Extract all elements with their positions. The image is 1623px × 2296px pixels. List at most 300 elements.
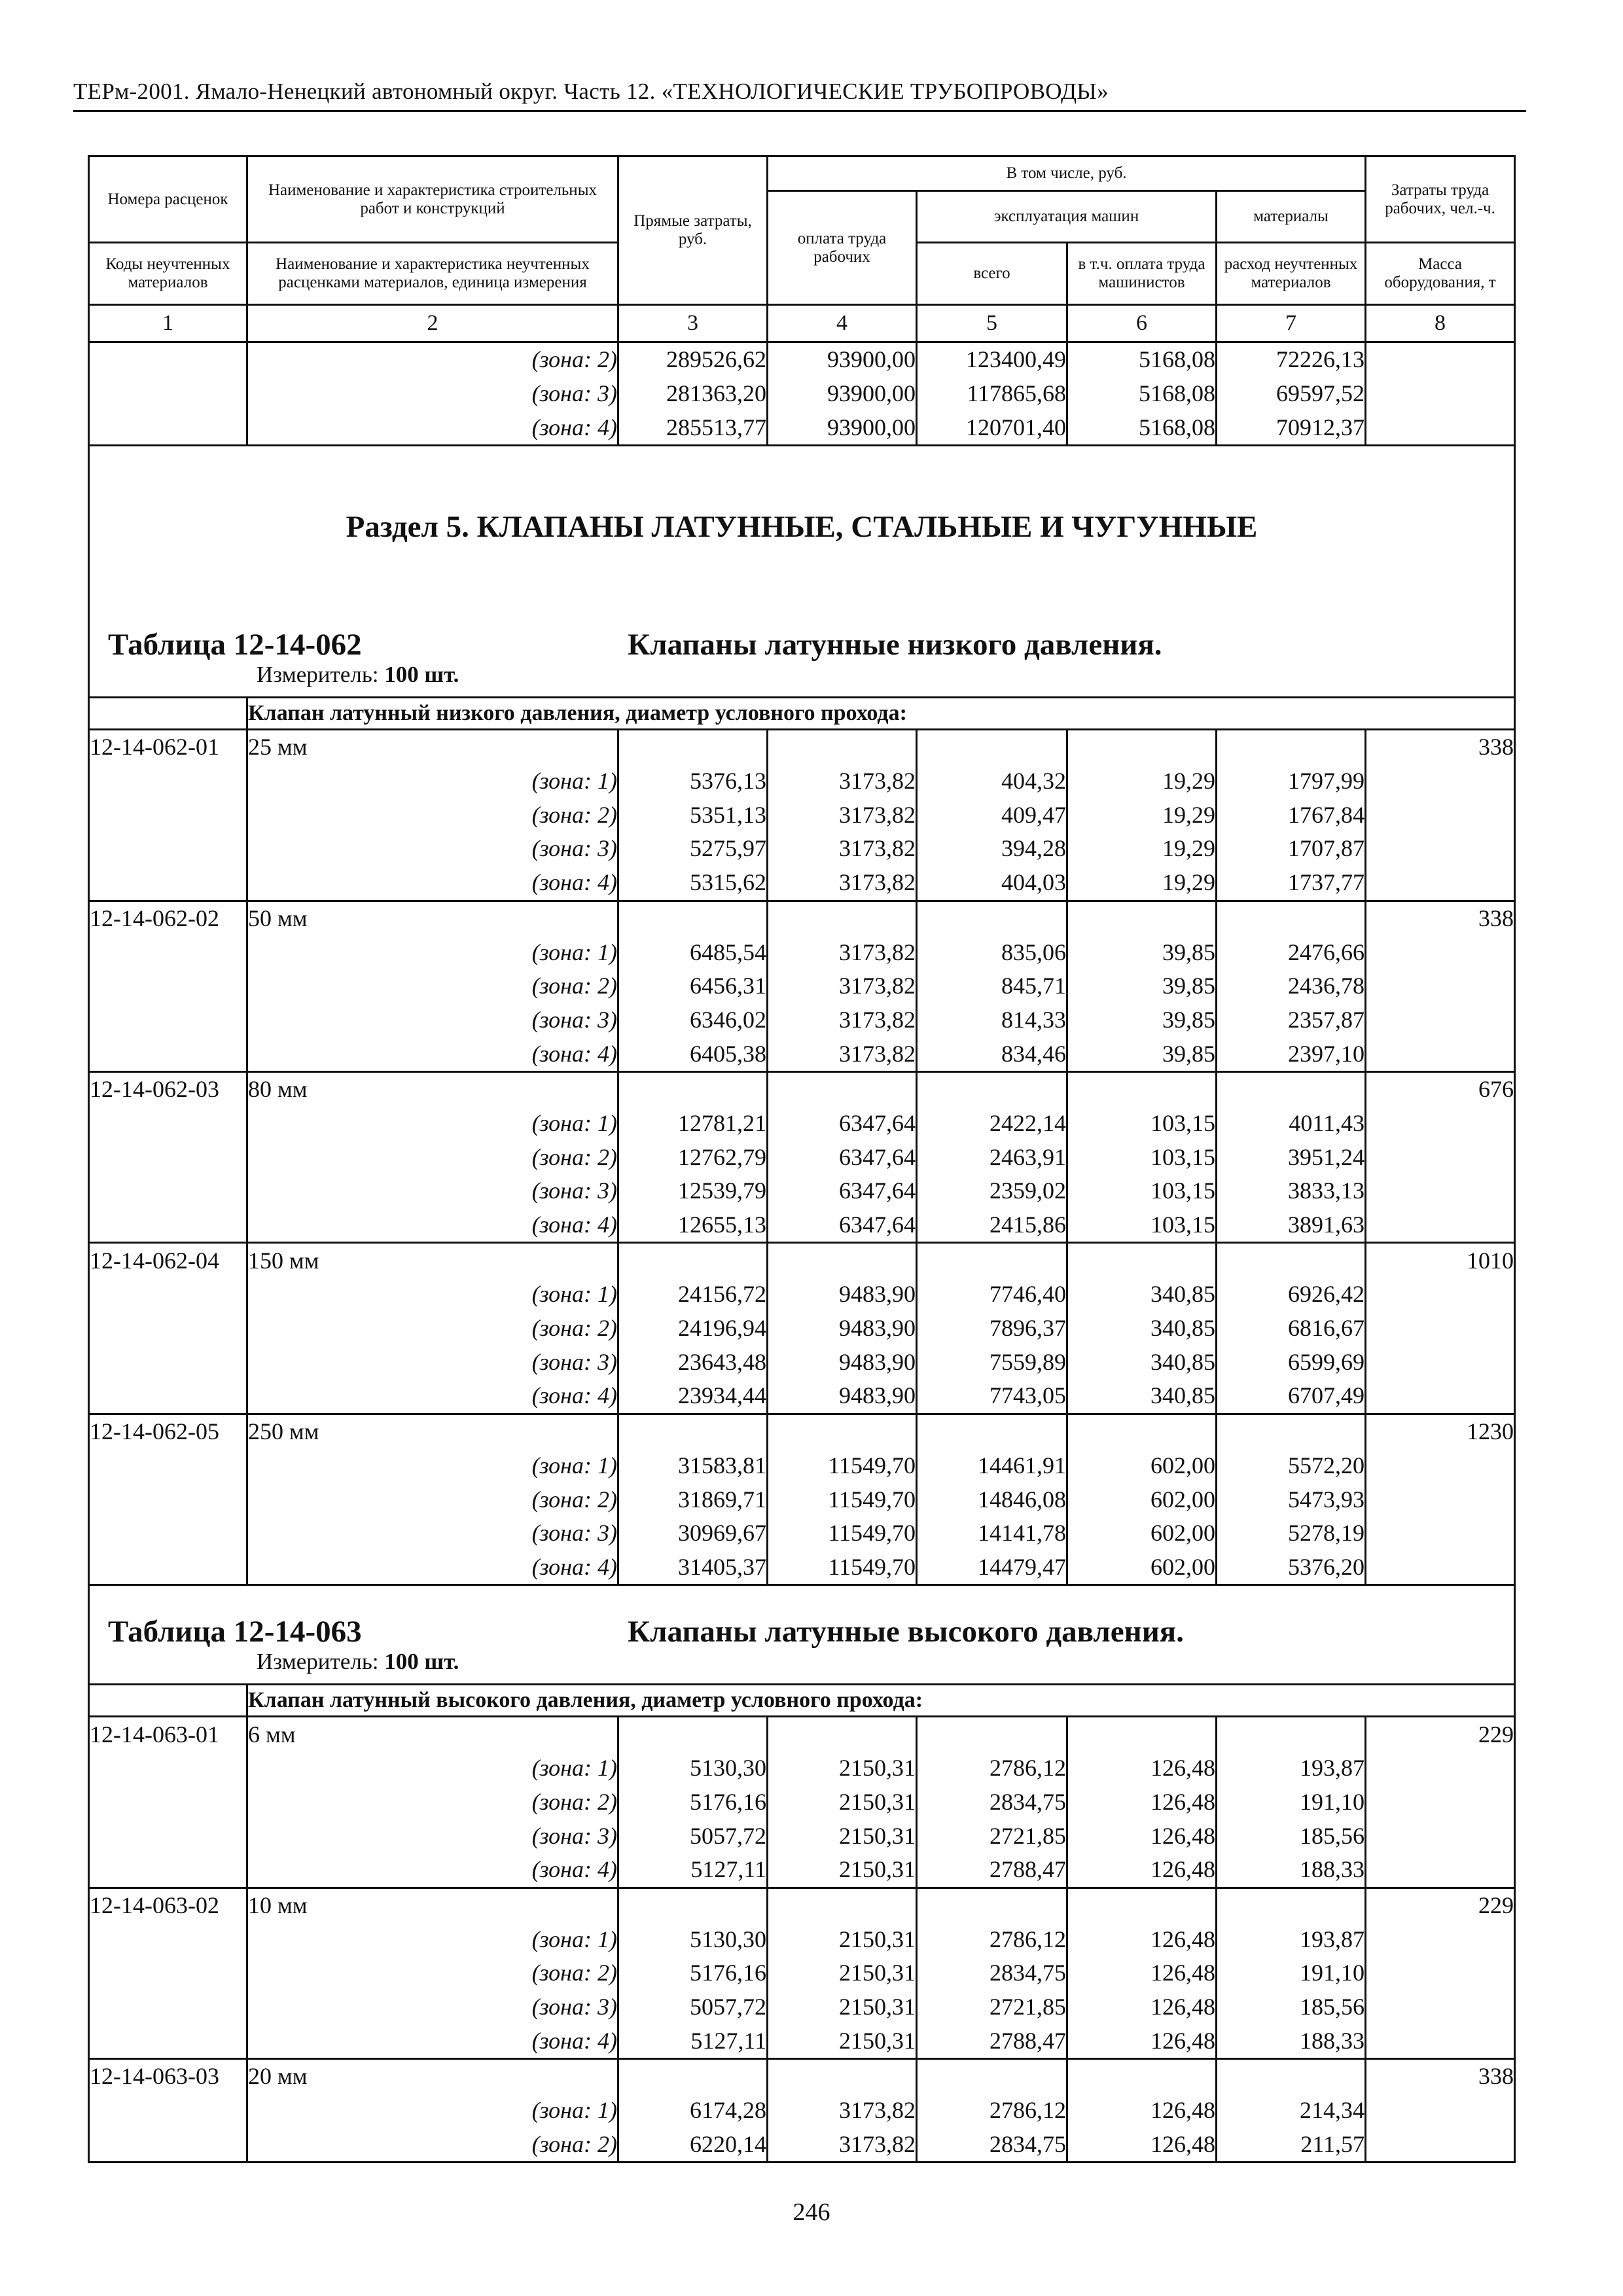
- zone-label: (зона: 1): [247, 935, 618, 969]
- empty-cell: [768, 901, 917, 935]
- direct-costs-value: 289526,62: [618, 342, 768, 377]
- zone-row: [89, 1751, 1515, 1785]
- machinist-pay-value: 602,00: [1067, 1516, 1217, 1551]
- table-title-block: [89, 1585, 1515, 1685]
- labor-hours-cell: [1366, 1956, 1515, 1990]
- rates-table: [88, 155, 1516, 2163]
- rate-code: 12-14-062-03: [89, 1071, 247, 1106]
- direct-costs-value: 23934,44: [618, 1379, 768, 1414]
- empty-cell: [768, 1071, 917, 1106]
- machinist-pay-value: 103,15: [1067, 1107, 1217, 1141]
- machinist-pay-value: 340,85: [1067, 1278, 1217, 1312]
- labor-hours-cell: [1366, 1853, 1515, 1888]
- rate-code-cell: [89, 2094, 247, 2128]
- materials-value: 211,57: [1217, 2128, 1366, 2162]
- machinist-pay-value: 5168,08: [1067, 410, 1217, 445]
- empty-cell: [768, 1243, 917, 1278]
- labor-hours-value: 1230: [1366, 1414, 1515, 1448]
- rate-code: 12-14-063-01: [89, 1717, 247, 1751]
- empty-cell: [618, 1071, 768, 1106]
- machine-operation-value: 7896,37: [917, 1312, 1067, 1346]
- rate-code-cell: [89, 377, 247, 411]
- zone-row: [89, 832, 1515, 866]
- materials-value: 5376,20: [1217, 1551, 1366, 1585]
- zone-label: (зона: 3): [247, 1345, 618, 1379]
- materials-value: 191,10: [1217, 1785, 1366, 1820]
- rate-diameter: 50 мм: [247, 901, 618, 935]
- machine-operation-value: 120701,40: [917, 410, 1067, 445]
- zone-label: (зона: 4): [247, 1379, 618, 1414]
- empty-cell: [1067, 1071, 1217, 1106]
- direct-costs-value: 6405,38: [618, 1037, 768, 1071]
- zone-row: [89, 969, 1515, 1003]
- zone-row: [89, 764, 1515, 798]
- machine-operation-value: 2415,86: [917, 1208, 1067, 1243]
- materials-value: 185,56: [1217, 1990, 1366, 2024]
- rate-code-cell: [89, 1751, 247, 1785]
- labor-hours-cell: [1366, 1482, 1515, 1516]
- zone-label: (зона: 4): [247, 410, 618, 445]
- empty-cell: [1067, 2059, 1217, 2094]
- labor-hours-cell: [1366, 342, 1515, 377]
- labor-hours-cell: [1366, 935, 1515, 969]
- zone-row: [89, 1819, 1515, 1853]
- labor-hours-cell: [1366, 1278, 1515, 1312]
- machine-operation-value: 2721,85: [917, 1819, 1067, 1853]
- materials-value: 5278,19: [1217, 1516, 1366, 1551]
- labor-pay-value: 3173,82: [768, 1003, 917, 1037]
- rate-diameter: 20 мм: [247, 2059, 618, 2094]
- table-title: Клапаны латунные низкого давления.: [628, 628, 1162, 662]
- column-number: 7: [1217, 305, 1366, 342]
- materials-value: 6816,67: [1217, 1312, 1366, 1346]
- machine-operation-value: 845,71: [917, 969, 1067, 1003]
- zone-row: [89, 1037, 1515, 1071]
- rate-code: 12-14-062-01: [89, 730, 247, 764]
- direct-costs-value: 5057,72: [618, 1819, 768, 1853]
- direct-costs-value: 31405,37: [618, 1551, 768, 1585]
- labor-pay-value: 9483,90: [768, 1278, 917, 1312]
- measure-unit: [257, 660, 459, 689]
- header-work-name: Наименование и характеристика строительных работ и конструкций: [247, 156, 618, 243]
- zone-row: [89, 1551, 1515, 1585]
- labor-pay-value: 93900,00: [768, 377, 917, 411]
- labor-hours-value: 338: [1366, 901, 1515, 935]
- subheader-code-cell: [89, 1685, 247, 1717]
- zone-row: [89, 1785, 1515, 1820]
- materials-value: 6599,69: [1217, 1345, 1366, 1379]
- direct-costs-value: 6456,31: [618, 969, 768, 1003]
- empty-cell: [917, 1717, 1067, 1751]
- materials-value: 185,56: [1217, 1819, 1366, 1853]
- rate-code-cell: [89, 1449, 247, 1483]
- rate-code-cell: [89, 410, 247, 445]
- labor-pay-value: 11549,70: [768, 1482, 917, 1516]
- materials-value: 5572,20: [1217, 1449, 1366, 1483]
- empty-cell: [917, 2059, 1067, 2094]
- zone-row: [89, 342, 1515, 377]
- materials-value: 1797,99: [1217, 764, 1366, 798]
- zone-row: [89, 1853, 1515, 1888]
- machine-operation-value: 117865,68: [917, 377, 1067, 411]
- direct-costs-value: 5376,13: [618, 764, 768, 798]
- rate-code: 12-14-063-02: [89, 1888, 247, 1922]
- direct-costs-value: 5057,72: [618, 1990, 768, 2024]
- empty-cell: [618, 1414, 768, 1448]
- rate-code-cell: [89, 935, 247, 969]
- rate-code: 12-14-063-03: [89, 2059, 247, 2094]
- empty-cell: [1217, 1888, 1366, 1922]
- zone-label: (зона: 3): [247, 377, 618, 411]
- empty-cell: [768, 730, 917, 764]
- machine-operation-value: 7559,89: [917, 1345, 1067, 1379]
- direct-costs-value: 24156,72: [618, 1278, 768, 1312]
- rate-code-cell: [89, 832, 247, 866]
- empty-cell: [917, 901, 1067, 935]
- direct-costs-value: 30969,67: [618, 1516, 768, 1551]
- empty-cell: [1217, 1243, 1366, 1278]
- header-machines-total: всего: [917, 243, 1067, 305]
- machine-operation-value: 835,06: [917, 935, 1067, 969]
- rate-code-cell: [89, 798, 247, 832]
- machinist-pay-value: 103,15: [1067, 1208, 1217, 1243]
- zone-row: [89, 1107, 1515, 1141]
- rate-code-cell: [89, 866, 247, 901]
- labor-hours-cell: [1366, 1107, 1515, 1141]
- rate-code-cell: [89, 1208, 247, 1243]
- zone-row: [89, 2128, 1515, 2162]
- materials-value: 4011,43: [1217, 1107, 1366, 1141]
- zone-row: [89, 798, 1515, 832]
- direct-costs-value: 281363,20: [618, 377, 768, 411]
- labor-pay-value: 3173,82: [768, 764, 917, 798]
- machinist-pay-value: 19,29: [1067, 764, 1217, 798]
- materials-value: 72226,13: [1217, 342, 1366, 377]
- machinist-pay-value: 602,00: [1067, 1482, 1217, 1516]
- labor-pay-value: 6347,64: [768, 1140, 917, 1174]
- direct-costs-value: 285513,77: [618, 410, 768, 445]
- zone-row: [89, 1379, 1515, 1414]
- column-number: 3: [618, 305, 768, 342]
- rate-code: 12-14-062-04: [89, 1243, 247, 1278]
- rate-row: [89, 1888, 1515, 1922]
- machine-operation-value: 14479,47: [917, 1551, 1067, 1585]
- machine-operation-value: 834,46: [917, 1037, 1067, 1071]
- rate-diameter: 25 мм: [247, 730, 618, 764]
- empty-cell: [1217, 730, 1366, 764]
- machine-operation-value: 814,33: [917, 1003, 1067, 1037]
- table-title-block: [89, 446, 1515, 698]
- measure-label: Измеритель:: [257, 662, 379, 688]
- subheader-code-cell: [89, 698, 247, 730]
- labor-pay-value: 6347,64: [768, 1174, 917, 1208]
- direct-costs-value: 5176,16: [618, 1785, 768, 1820]
- labor-pay-value: 2150,31: [768, 1922, 917, 1956]
- empty-cell: [1217, 1071, 1366, 1106]
- rate-diameter: 150 мм: [247, 1243, 618, 1278]
- zone-label: (зона: 3): [247, 1990, 618, 2024]
- labor-hours-cell: [1366, 1345, 1515, 1379]
- labor-hours-value: 1010: [1366, 1243, 1515, 1278]
- direct-costs-value: 5176,16: [618, 1956, 768, 1990]
- empty-cell: [618, 1888, 768, 1922]
- labor-pay-value: 9483,90: [768, 1345, 917, 1379]
- header-unaccounted-codes: Коды неучтенных материалов: [89, 243, 247, 305]
- zone-label: (зона: 2): [247, 342, 618, 377]
- direct-costs-value: 31583,81: [618, 1449, 768, 1483]
- rate-code-cell: [89, 342, 247, 377]
- zone-row: [89, 1140, 1515, 1174]
- zone-label: (зона: 3): [247, 1003, 618, 1037]
- page-number: 246: [793, 2198, 830, 2226]
- zone-label: (зона: 4): [247, 1037, 618, 1071]
- header-machinist-pay: в т.ч. оплата труда машинистов: [1067, 243, 1217, 305]
- labor-pay-value: 3173,82: [768, 1037, 917, 1071]
- zone-label: (зона: 3): [247, 1516, 618, 1551]
- rate-code-cell: [89, 764, 247, 798]
- direct-costs-value: 6485,54: [618, 935, 768, 969]
- labor-pay-value: 3173,82: [768, 2128, 917, 2162]
- column-number: 4: [768, 305, 917, 342]
- machinist-pay-value: 126,48: [1067, 1819, 1217, 1853]
- table-title-cell: [89, 1585, 1515, 1685]
- materials-value: 2476,66: [1217, 935, 1366, 969]
- materials-value: 70912,37: [1217, 410, 1366, 445]
- zone-row: [89, 2094, 1515, 2128]
- header-machine-operation: эксплуатация машин: [917, 191, 1217, 243]
- table-label: Таблица 12-14-062: [108, 628, 362, 662]
- zone-label: (зона: 1): [247, 1449, 618, 1483]
- zone-label: (зона: 1): [247, 1278, 618, 1312]
- machinist-pay-value: 39,85: [1067, 969, 1217, 1003]
- direct-costs-value: 6346,02: [618, 1003, 768, 1037]
- direct-costs-value: 12762,79: [618, 1140, 768, 1174]
- materials-value: 193,87: [1217, 1922, 1366, 1956]
- zone-label: (зона: 4): [247, 866, 618, 901]
- zone-label: (зона: 1): [247, 1107, 618, 1141]
- machine-operation-value: 2786,12: [917, 1751, 1067, 1785]
- labor-pay-value: 2150,31: [768, 2024, 917, 2058]
- table-title-cell: [89, 446, 1515, 698]
- zone-row: [89, 935, 1515, 969]
- machinist-pay-value: 126,48: [1067, 1785, 1217, 1820]
- machine-operation-value: 2834,75: [917, 2128, 1067, 2162]
- labor-pay-value: 11549,70: [768, 1551, 917, 1585]
- direct-costs-value: 5130,30: [618, 1751, 768, 1785]
- empty-cell: [1217, 2059, 1366, 2094]
- materials-value: 3833,13: [1217, 1174, 1366, 1208]
- group-subheader-row: [89, 1685, 1515, 1717]
- zone-label: (зона: 2): [247, 1956, 618, 1990]
- zone-row: [89, 1922, 1515, 1956]
- header-unaccounted-materials: расход неучтенных материалов: [1217, 243, 1366, 305]
- group-subheader: Клапан латунный высокого давления, диаметр условного прохода:: [247, 1685, 1515, 1717]
- rate-diameter: 80 мм: [247, 1071, 618, 1106]
- zone-row: [89, 1312, 1515, 1346]
- labor-hours-cell: [1366, 866, 1515, 901]
- direct-costs-value: 12539,79: [618, 1174, 768, 1208]
- direct-costs-value: 6220,14: [618, 2128, 768, 2162]
- machinist-pay-value: 103,15: [1067, 1140, 1217, 1174]
- table-label: Таблица 12-14-063: [108, 1615, 362, 1649]
- rate-code-cell: [89, 1516, 247, 1551]
- rate-code-cell: [89, 1140, 247, 1174]
- rate-code-cell: [89, 1379, 247, 1414]
- empty-cell: [768, 1414, 917, 1448]
- labor-pay-value: 2150,31: [768, 1956, 917, 1990]
- machinist-pay-value: 39,85: [1067, 1003, 1217, 1037]
- machinist-pay-value: 126,48: [1067, 1853, 1217, 1888]
- labor-pay-value: 2150,31: [768, 1819, 917, 1853]
- header-labor-pay: оплата труда рабочих: [768, 191, 917, 305]
- machine-operation-value: 123400,49: [917, 342, 1067, 377]
- rate-code-cell: [89, 1345, 247, 1379]
- labor-hours-cell: [1366, 1785, 1515, 1820]
- machinist-pay-value: 19,29: [1067, 798, 1217, 832]
- materials-value: 2357,87: [1217, 1003, 1366, 1037]
- header-labor-costs: Затраты труда рабочих, чел.-ч.: [1366, 156, 1515, 243]
- labor-hours-cell: [1366, 764, 1515, 798]
- labor-pay-value: 11549,70: [768, 1516, 917, 1551]
- labor-pay-value: 93900,00: [768, 410, 917, 445]
- rate-code-cell: [89, 1174, 247, 1208]
- empty-cell: [917, 1414, 1067, 1448]
- header-direct-costs: Прямые затраты, руб.: [618, 156, 768, 305]
- empty-cell: [618, 730, 768, 764]
- zone-label: (зона: 4): [247, 1853, 618, 1888]
- labor-hours-cell: [1366, 410, 1515, 445]
- machine-operation-value: 2463,91: [917, 1140, 1067, 1174]
- labor-hours-cell: [1366, 2094, 1515, 2128]
- labor-hours-cell: [1366, 832, 1515, 866]
- zone-label: (зона: 1): [247, 764, 618, 798]
- rate-code-cell: [89, 1956, 247, 1990]
- zone-row: [89, 1278, 1515, 1312]
- materials-value: 188,33: [1217, 1853, 1366, 1888]
- zone-label: (зона: 1): [247, 1922, 618, 1956]
- zone-label: (зона: 4): [247, 2024, 618, 2058]
- direct-costs-value: 5127,11: [618, 1853, 768, 1888]
- rate-code: 12-14-062-02: [89, 901, 247, 935]
- labor-pay-value: 3173,82: [768, 866, 917, 901]
- empty-cell: [618, 901, 768, 935]
- labor-hours-cell: [1366, 1208, 1515, 1243]
- machinist-pay-value: 126,48: [1067, 2024, 1217, 2058]
- zone-row: [89, 1956, 1515, 1990]
- labor-hours-cell: [1366, 1174, 1515, 1208]
- empty-cell: [618, 1243, 768, 1278]
- empty-cell: [1217, 1717, 1366, 1751]
- labor-hours-cell: [1366, 1037, 1515, 1071]
- labor-pay-value: 93900,00: [768, 342, 917, 377]
- empty-cell: [768, 1888, 917, 1922]
- rate-code-cell: [89, 1785, 247, 1820]
- empty-cell: [1217, 1414, 1366, 1448]
- labor-hours-cell: [1366, 1516, 1515, 1551]
- empty-cell: [618, 1717, 768, 1751]
- rate-row: [89, 1414, 1515, 1448]
- direct-costs-value: 24196,94: [618, 1312, 768, 1346]
- machinist-pay-value: 39,85: [1067, 935, 1217, 969]
- column-number: 6: [1067, 305, 1217, 342]
- rate-code: 12-14-062-05: [89, 1414, 247, 1448]
- running-header: ТЕРм-2001. Ямало-Ненецкий автономный округ. Часть 12. «ТЕХНОЛОГИЧЕСКИЕ ТРУБОПРОВОДЫ»: [73, 76, 1526, 112]
- materials-value: 69597,52: [1217, 377, 1366, 411]
- empty-cell: [917, 1243, 1067, 1278]
- rate-code-cell: [89, 2128, 247, 2162]
- materials-value: 6926,42: [1217, 1278, 1366, 1312]
- machine-operation-value: 2786,12: [917, 1922, 1067, 1956]
- materials-value: 1737,77: [1217, 866, 1366, 901]
- empty-cell: [917, 730, 1067, 764]
- labor-hours-cell: [1366, 1449, 1515, 1483]
- labor-hours-cell: [1366, 2128, 1515, 2162]
- labor-hours-cell: [1366, 377, 1515, 411]
- labor-pay-value: 2150,31: [768, 1853, 917, 1888]
- labor-hours-cell: [1366, 2024, 1515, 2058]
- rate-code-cell: [89, 1922, 247, 1956]
- header-equipment-mass: Масса оборудования, т: [1366, 243, 1515, 305]
- empty-cell: [1067, 1243, 1217, 1278]
- direct-costs-value: 5130,30: [618, 1922, 768, 1956]
- machine-operation-value: 2788,47: [917, 1853, 1067, 1888]
- column-number: 8: [1366, 305, 1515, 342]
- labor-pay-value: 3173,82: [768, 832, 917, 866]
- materials-value: 193,87: [1217, 1751, 1366, 1785]
- zone-row: [89, 866, 1515, 901]
- empty-cell: [768, 1717, 917, 1751]
- rate-row: [89, 730, 1515, 764]
- labor-hours-cell: [1366, 1140, 1515, 1174]
- machine-operation-value: 14461,91: [917, 1449, 1067, 1483]
- rate-code-cell: [89, 1278, 247, 1312]
- materials-value: 3891,63: [1217, 1208, 1366, 1243]
- labor-pay-value: 3173,82: [768, 798, 917, 832]
- rate-row: [89, 2059, 1515, 2094]
- machinist-pay-value: 126,48: [1067, 1990, 1217, 2024]
- machine-operation-value: 2721,85: [917, 1990, 1067, 2024]
- machinist-pay-value: 602,00: [1067, 1449, 1217, 1483]
- machinist-pay-value: 19,29: [1067, 832, 1217, 866]
- zone-label: (зона: 2): [247, 1482, 618, 1516]
- labor-hours-value: 338: [1366, 730, 1515, 764]
- materials-value: 1767,84: [1217, 798, 1366, 832]
- machinist-pay-value: 126,48: [1067, 1751, 1217, 1785]
- machine-operation-value: 7743,05: [917, 1379, 1067, 1414]
- zone-row: [89, 1990, 1515, 2024]
- machine-operation-value: 7746,40: [917, 1278, 1067, 1312]
- zone-label: (зона: 3): [247, 1174, 618, 1208]
- rate-code-cell: [89, 1037, 247, 1071]
- zone-label: (зона: 2): [247, 798, 618, 832]
- materials-value: 2436,78: [1217, 969, 1366, 1003]
- labor-pay-value: 3173,82: [768, 969, 917, 1003]
- empty-cell: [1067, 730, 1217, 764]
- header-rate-numbers: Номера расценок: [89, 156, 247, 243]
- direct-costs-value: 31869,71: [618, 1482, 768, 1516]
- machinist-pay-value: 340,85: [1067, 1379, 1217, 1414]
- zone-row: [89, 377, 1515, 411]
- machinist-pay-value: 126,48: [1067, 2094, 1217, 2128]
- empty-cell: [1067, 1717, 1217, 1751]
- machine-operation-value: 2834,75: [917, 1956, 1067, 1990]
- measure-value: 100 шт.: [384, 1649, 459, 1675]
- direct-costs-value: 5275,97: [618, 832, 768, 866]
- rate-code-cell: [89, 1819, 247, 1853]
- direct-costs-value: 5351,13: [618, 798, 768, 832]
- zone-row: [89, 1516, 1515, 1551]
- empty-cell: [917, 1888, 1067, 1922]
